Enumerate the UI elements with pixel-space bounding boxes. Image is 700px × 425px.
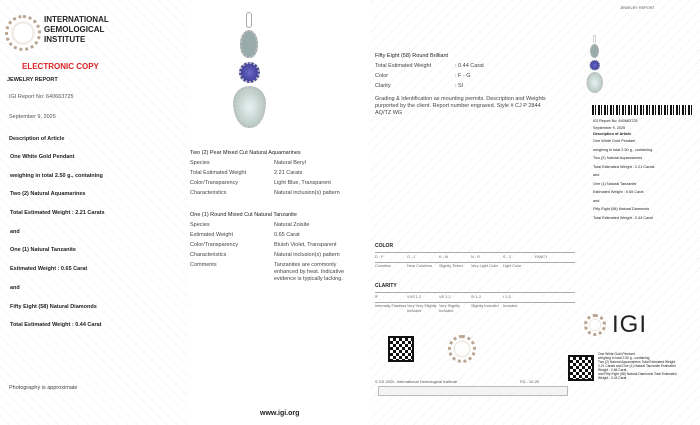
table-row xyxy=(190,180,354,187)
copyright: © IGI 2020, International Gemological Institute xyxy=(375,379,458,384)
report-type: JEWELRY REPORT xyxy=(7,77,58,83)
scale-grade: I 1-3 xyxy=(503,295,511,299)
right-summary xyxy=(598,352,677,380)
qr-code xyxy=(388,336,414,362)
summary-line: Two (2) Natural Aquamarines Total Estimated Weight xyxy=(598,360,676,364)
diamond-note: Grading & Identification as mounting permits. Description and Weights purported by the client. Report number engraved. Style # CJ P 2844 AQ/TZ WG xyxy=(375,96,546,116)
scale-grade: FANCY xyxy=(535,255,548,259)
row-value: Natural Beryl xyxy=(274,160,306,166)
scale-grade: G - J xyxy=(407,255,416,259)
org-line: INSTITUTE xyxy=(44,35,86,44)
table-row xyxy=(190,190,354,197)
row-value: : 0.44 Carat xyxy=(455,63,484,69)
row-label: Comments xyxy=(190,262,217,268)
scale-grade: N - R xyxy=(471,255,480,259)
right-desc-line: Total Estimated Weight : 2.21 Carats xyxy=(593,164,655,169)
section-title: Fifty Eight (58) Round Brilliant xyxy=(375,53,449,59)
right-desc-line: weighing in total 2.50 g., containing xyxy=(593,147,653,152)
right-desc-line: One (1) Natural Tanzanite xyxy=(593,181,637,186)
row-label: Color xyxy=(375,73,389,79)
right-text: IGI Report No: 640663725 xyxy=(593,119,638,123)
color-scale xyxy=(375,243,575,269)
right-desc-line: and xyxy=(593,198,600,203)
tanzanite-section xyxy=(190,212,354,286)
table-row xyxy=(190,160,354,167)
description-list xyxy=(10,154,105,341)
table-row xyxy=(190,242,354,249)
row-label: Clarity xyxy=(375,83,391,89)
right-desc-line: One White Gold Pendant xyxy=(593,139,636,144)
row-value: Natural inclusion(s) pattern xyxy=(274,190,340,196)
barcode xyxy=(592,105,692,115)
row-value: Natural Zoisite xyxy=(274,222,310,228)
scale-labels xyxy=(375,303,575,313)
row-value: Tanzanites are commonly enhanced by heat. Indicative evidence is typically lacking. xyxy=(274,262,345,282)
scale-grade: K - M xyxy=(439,255,449,259)
right-desc-line: Fifty Eight (58) Natural Diamonds xyxy=(593,207,650,212)
scale-grades xyxy=(375,292,575,303)
row-value: : SI xyxy=(455,83,464,89)
scale-grade: IF xyxy=(375,295,379,299)
diamond-section xyxy=(375,53,565,117)
description-line: and xyxy=(10,228,20,235)
row-label: Characteristics xyxy=(190,190,227,196)
right-pendant-photo xyxy=(584,35,606,95)
right-desc-line: Two (2) Natural Aquamarines xyxy=(593,156,643,161)
scale-grade: D - F xyxy=(375,255,384,259)
description-line: Total Estimated Weight : 2.21 Carats xyxy=(10,210,105,217)
scale-title: COLOR xyxy=(375,243,394,249)
scale-label: Very Slightly Included xyxy=(439,304,460,313)
row-label: Color/Transparency xyxy=(190,242,239,248)
scale-label: Included xyxy=(503,304,518,308)
row-value: Natural inclusion(s) pattern xyxy=(274,252,340,258)
summary-line: and Fifty Eight (58) Natural Diamonds Total Estimated xyxy=(598,372,677,376)
table-row xyxy=(375,63,565,70)
security-strip xyxy=(378,386,568,396)
scale-label: Very Light Color xyxy=(471,264,499,268)
right-description xyxy=(593,119,655,224)
electronic-copy-label: ELECTRONIC COPY xyxy=(22,62,99,71)
scale-grade: VS 1-2 xyxy=(439,295,451,299)
scale-label: Slightly Included xyxy=(471,304,499,308)
row-label: Species xyxy=(190,222,210,228)
summary-line: 2.21 Carats and One (1) Natural Tanzanite Estimated xyxy=(598,364,676,368)
description-line: One White Gold Pendant xyxy=(10,154,75,160)
description-line: and xyxy=(10,284,20,291)
row-label: Total Estimated Weight xyxy=(190,170,247,176)
row-value: : F - G xyxy=(455,73,471,79)
org-name xyxy=(44,15,109,45)
summary-line: weighing in total 2.50 g., containing xyxy=(598,356,650,360)
pendant-photo xyxy=(228,12,272,132)
description-line: One (1) Natural Tanzanite xyxy=(10,247,76,254)
scale-grade: S - Z xyxy=(503,255,512,259)
right-report-type: JEWELRY REPORT xyxy=(620,6,655,10)
scale-grades xyxy=(375,252,575,263)
website: www.igi.org xyxy=(260,410,300,417)
table-row xyxy=(190,170,354,177)
right-qr-code xyxy=(568,355,594,381)
scale-label: Near Colorless xyxy=(407,264,433,268)
photo-note: Photography is approximate xyxy=(9,385,78,391)
org-line: GEMOLOGICAL xyxy=(44,25,105,34)
table-row xyxy=(190,262,354,283)
right-desc-line: Estimated Weight : 0.65 Carat xyxy=(593,190,644,195)
table-row xyxy=(190,252,354,259)
table-row xyxy=(190,222,354,229)
scale-grade: VVS 1-2 xyxy=(407,295,422,299)
table-row xyxy=(375,83,565,90)
right-desc-line: and xyxy=(593,173,600,178)
table-row xyxy=(375,73,565,80)
row-value: 2.21 Carats xyxy=(274,170,303,176)
igi-brand-seal xyxy=(584,314,606,336)
summary-line: Weight : 0.44 Carat xyxy=(598,376,627,380)
scale-label: Colorless xyxy=(375,264,391,268)
scale-label: Very Very Slightly Included xyxy=(407,304,437,313)
clarity-scale xyxy=(375,283,575,313)
scale-label: Slightly Tinted xyxy=(439,264,463,268)
org-line: INTERNATIONAL xyxy=(44,15,109,24)
scale-label: Internally Flawless xyxy=(375,304,407,308)
description-line: weighing in total 2.50 g., containing xyxy=(10,172,103,179)
description-line: Total Estimated Weight : 0.44 Carat xyxy=(10,322,102,329)
igi-brand: IGI xyxy=(612,311,648,338)
row-label: Estimated Weight xyxy=(190,232,234,238)
scale-title: CLARITY xyxy=(375,283,397,289)
igi-seal xyxy=(448,335,476,363)
row-label: Characteristics xyxy=(190,252,227,258)
report-number: IGI Report No: 640663725 xyxy=(9,94,74,100)
scale-label: Light Color xyxy=(503,264,522,268)
aquamarine-section xyxy=(190,150,354,200)
section-title: One (1) Round Mixed Cut Natural Tanzanite xyxy=(190,212,297,218)
right-text: September 9, 2025 xyxy=(593,125,626,130)
section-title: Two (2) Pear Mixed Cut Natural Aquamarines xyxy=(190,150,301,156)
right-desc-line: Total Estimated Weight : 0.44 Carat xyxy=(593,215,653,220)
form-code: FD - 10.20 xyxy=(520,379,539,384)
report-date: September 9, 2025 xyxy=(9,114,56,120)
description-line: Estimated Weight : 0.65 Carat xyxy=(10,266,88,273)
summary-line: Weight : 0.65 Carat xyxy=(598,368,627,372)
scale-label xyxy=(535,264,567,269)
right-text: Description of Article xyxy=(593,132,632,137)
description-line: Two (2) Natural Aquamarines xyxy=(10,191,86,198)
description-line: Fifty Eight (58) Natural Diamonds xyxy=(10,303,97,310)
row-value: Light Blue, Transparent xyxy=(274,180,331,186)
description-title: Description of Article xyxy=(9,136,65,142)
row-value: Bluish Violet, Transparent xyxy=(274,242,337,248)
table-row xyxy=(190,232,354,239)
row-label: Species xyxy=(190,160,210,166)
scale-labels xyxy=(375,263,575,269)
row-label: Color/Transparency xyxy=(190,180,239,186)
summary-line: One White Gold Pendant xyxy=(598,352,635,356)
row-value: 0.65 Carat xyxy=(274,232,300,238)
row-label: Total Estimated Weight xyxy=(375,63,432,69)
igi-seal-logo xyxy=(5,15,41,51)
scale-grade: SI 1-2 xyxy=(471,295,482,299)
